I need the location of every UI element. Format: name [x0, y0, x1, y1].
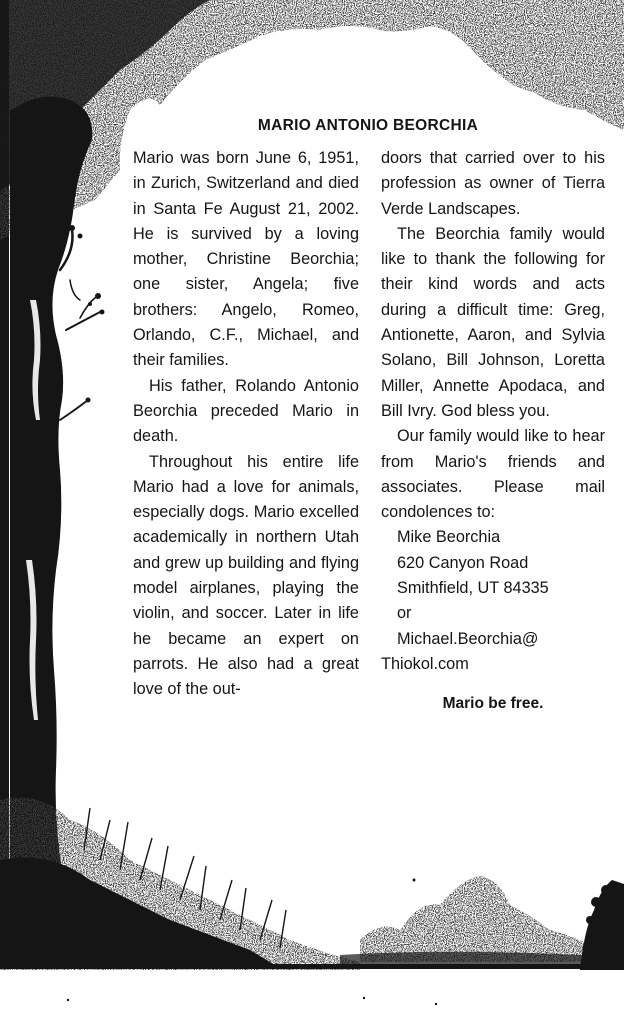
obituary-title: MARIO ANTONIO BEORCHIA: [257, 117, 479, 134]
paragraph-birth: Mario was born June 6, 1951, in Zurich, Switzerland and died in Santa Fe August 21, 2002. He is survived by a loving mother, Christine Beorchia; one sister, Angela; five brothers: Angelo, Romeo, Orlando, C.F., Michael, and their families.: [133, 149, 359, 370]
email-line-2: Thiokol.com: [381, 654, 469, 673]
paragraph-condolences: Our family would like to hear from Mario's friends and associates. Please mail condolences to:: [381, 427, 605, 522]
address-city: Smithfield, UT 84335: [397, 579, 549, 598]
paragraph-father: His father, Rolando Antonio Beorchia preceded Mario in death.: [133, 376, 359, 446]
address-or: or: [397, 604, 412, 623]
closing-line: Mario be free.: [442, 695, 544, 713]
bush-right: [580, 880, 624, 970]
address-name: Mike Beorchia: [397, 528, 501, 547]
paragraph-thanks: The Beorchia family would like to thank the following for their kind words and acts during a difficult time: Greg, Antionette, Aaron, and Sylvia Solano, Bill Johnson, Loretta Miller, Annette Apodaca, and Bill Ivry. God bless you.: [381, 224, 605, 420]
left-column: [133, 146, 359, 703]
email-line-1: Michael.Beorchia@: [397, 629, 539, 648]
mailing-address: [381, 525, 605, 651]
paragraph-life: Throughout his entire life Mario had a love for animals, especially dogs. Mario excelled academically in northern Utah and grew up building and flying model airplanes, playing the violin, and soccer. Later in life he became an expert on parrots. He also had a great love of the out-: [133, 452, 359, 699]
right-column: [381, 146, 605, 717]
paragraph-profession: doors that carried over to his profession as owner of Tierra Verde Landscapes.: [381, 149, 605, 218]
distant-trees: [360, 876, 590, 962]
tree-branches: [60, 230, 100, 420]
branch-leaves: [69, 225, 105, 403]
address-street: 620 Canyon Road: [397, 553, 529, 572]
bottom-border-line: [0, 964, 624, 969]
